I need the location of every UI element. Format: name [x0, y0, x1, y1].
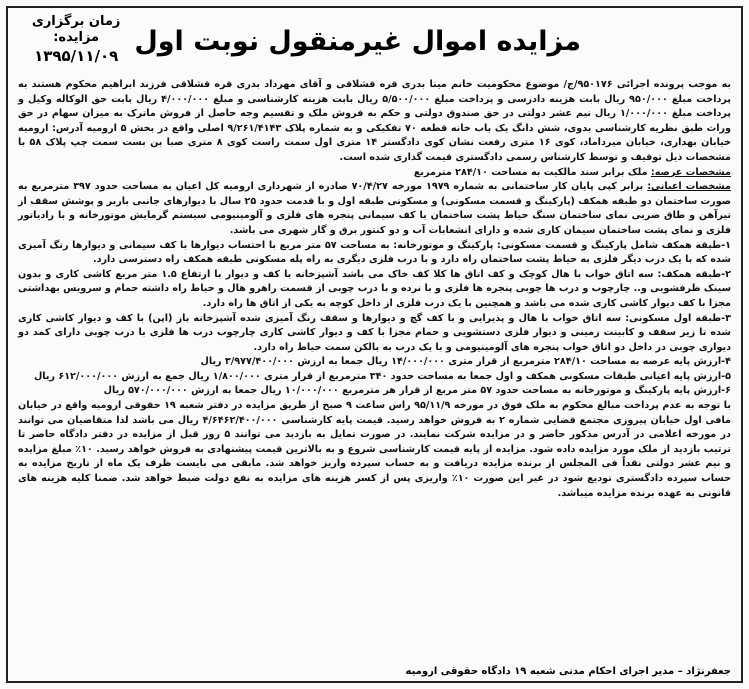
item-1: ۱-طبقه همکف شامل پارکینگ و قسمت مسکونی: پارکینگ و موتورخانه: به مساحت ۵۷ متر مربع با احتساب دیوارها با کف سیمانی و دیوارها رنگ آمیزی شده که با یک درب دیگر فلزی به حیاط پشت ساختمان راه دارد و با درب فلزی دیگری به راه پله مسکونی طبقه همکف راه دسترسی دارد.: [18, 239, 731, 266]
item-4: ۴-ارزش پایه عرصه به مساحت ۲۸۴/۱۰ مترمربع از قرار متری ۱۴/۰۰۰/۰۰۰ ریال جمعا به ارزش ۳/۹۷۷/۴۰۰/۰۰۰ ریال: [200, 356, 731, 368]
arseh-label: مشخصات عرصه:: [650, 166, 731, 178]
ayani-paragraph: [18, 180, 731, 238]
notice-body: [18, 78, 731, 501]
arseh-paragraph: [18, 166, 731, 181]
intro-paragraph: به موجب پرونده اجرائی ۹۵۰۱۷۶/ج/ موضوع محکومیت خانم مینا بدری قره قشلاقی و آقای مهرداد بدری قره قشلاقی فرزند ابراهیم محکوم هستند به پرداخت مبلغ ۹۵۰/۰۰۰ ریال بابت هزینه دادرسی و پرداخت مبلغ ۵/۵۰۰/۰۰۰ ریال بابت هزینه کارشناسی و مبلغ ۴/۰۰۰/۰۰۰ ریال بابت حق الوکاله وکیل و پرداخت مبلغ ۱/۰۰۰/۰۰۰ ریال نیم عشر دولتی در حق صندوق دولتی و حکم به فروش ملک و تقسیم وجه حاصل از فروش ماترک به میزان سهام در حق وراث طبق نظریه کارشناسی بدوی، شش دانگ یک باب خانه قطعه ۷۰ تفکیکی و به شماره پلاک ۹/۲۶۱/۴۱۴۳ اصلی واقع در بخش ۵ ارومیه آدرس: ارومیه خیابان بهداری، خیابان میرداماد، کوی ۱۶ متری رفعت نشان کوی دادگستر ۱۴ متری اول سمت راست کوی ۸ متری صبا بن بست سمت چپ پلاک ۵۸ با مشخصات ذیل توقیف و توسط کارشناس رسمی دادگستری قیمت گذاری شده است.: [18, 79, 732, 163]
arseh-text: ملک برابر سند مالکیت به مساحت ۲۸۴/۱۰ مترمربع: [413, 166, 648, 178]
auction-date-label: زمان برگزاری مزایده:: [31, 14, 121, 46]
ayani-label: مشخصات اعیانی:: [647, 181, 731, 193]
notice-title: مزایده اموال غیرمنقول نوبت اول: [134, 26, 581, 57]
auction-date-block: [18, 14, 134, 65]
auction-date-value: ۱۳۹۵/۱۱/۰۹: [34, 46, 119, 65]
item-3: ۳-طبقه اول مسکونی: سه اتاق خواب با هال و پذیرایی و با کف گچ و دیوارها و سقف رنگ آمیزی شده آشپزخانه باز (اپن) با کف و دیوار کاشی کاری شده تا زیر سقف و کابینت زمینی و دیوار فلزی دستشویی و حمام مجزا با کف و دیوار کاشی کاری چارچوب درب ها فلزی با درب چوبی دارای کمد دو دیواری چوبی در داخل دو اتاق خواب پنجره های آلومینیومی و با یک درب به بالکن سمت حیاط راه دارد.: [18, 312, 731, 353]
signature-line: جعفرنژاد – مدیر اجرای احکام مدنی شعبه ۱۹ دادگاه حقوقی ارومیه: [405, 666, 731, 677]
notice-header: [18, 14, 731, 78]
closing-paragraph: با توجه به عدم پرداخت مبالغ محکوم به ملک فوق در مورخه ۹۵/۱۱/۹ راس ساعت ۹ صبح از طریق مزایده در دفتر شعبه ۱۹ حقوقی ارومیه واقع در خیابان مافی اول خیابان پیروزی مجتمع قضایی شماره ۲ به فروش خواهد رسید. قیمت پایه کارشناسی ۴/۶۴۶۲/۴۰۰/۰۰۰ ریال می باشد لذا متقاضیان می توانند در مورخه اعلامی در آدرس مذکور حاضر و در مزایده شرکت نمایند. در صورت تمایل به بازدید می توانند ۵ روز قبل از مزایده در دفتر دادگاه حاضر تا ترتیب بازدید از ملک مورد مزایده داده شود. مزایده از پایه قیمت کارشناسی شروع و به بالاترین قیمت پیشنهادی به فروش خواهد رسید. ۱۰٪ مبلغ مزایده و نیم عشر دولتی نقداً فی المجلس از برنده مزایده دریافت و به حساب سپرده واریز خواهد شد. مابقی می بایست ظرف یک ماه از تاریخ مزایده به حساب سپرده دادگستری تودیع شود در غیر این صورت ۱۰٪ واریزی پس از کسر هزینه های مزایده به نفع دولت ضبط خواهد شد. ضمنا کلیه هزینه های قانونی به عهده برنده مزایده میباشد.: [18, 400, 732, 499]
item-6: ۶-ارزش پایه پارکینگ و موتورخانه به مساحت حدود ۵۷ متر مربع از قرار هر مترمربع ۱۰/۰۰۰/۰۰۰ ریال جمعا به ارزش ۵۷۰/۰۰۰/۰۰۰ ریال: [103, 385, 731, 397]
item-5: ۵-ارزش پایه اعیانی طبقات مسکونی همکف و اول جمعا به مساحت حدود ۳۴۰ مترمربع از قرار متری ۱/۸۰۰/۰۰۰ ریال جمع به ارزش ۶۱۲/۰۰۰/۰۰۰ ریال: [33, 370, 731, 382]
ayani-text: برابر کپی پایان کار ساختمانی به شماره ۱۹۷۹ مورخه ۷۰/۴/۲۷ صادره از شهرداری ارومیه کل اعیان به مساحت حدود ۳۹۷ مترمربع به صورت ساختمان دو طبقه همکف (پارکینگ و قسمت مسکونی) و مسکونی طبقه اول و با قدمت حدود ۲۵ سال با دیوارهای جانبی باربر و پوشش سقف از تیرآهن و طاق ضربی نمای ساختمان سنگ حیاط پشت ساختمان با کف سیمانی پنجره های فلزی و آلومینیومی سیستم گرمایش موتورخانه و با رادیاتور فلزی و نمای پشت ساختمان سیمان کاری شده و دارای انشعابات آب و دو کنتور برق و گاز شهری می باشد.: [18, 181, 731, 236]
item-2: ۲-طبقه همکف: سه اتاق خواب با هال کوچک و کف اتاق ها کلا کف خاک می باشد آشپزخانه با کف و دیوار با ارتفاع ۱.۵ متر مربع کاشی کاری و بدون سینک ظرفشویی و.. چارچوب و درب ها چوبی پنجره ها فلزی و با نرده و با درب چوبی از قسمت راهرو هال و حیاط راه داشته حمام و سرویس بهداشتی مجزا با کف دیوار کاشی کاری شده می باشد و همچنین با یک درب فلزی از داخل کوچه به یکی از اتاق ها راه دارد.: [18, 268, 731, 309]
notice-frame: [6, 6, 743, 683]
